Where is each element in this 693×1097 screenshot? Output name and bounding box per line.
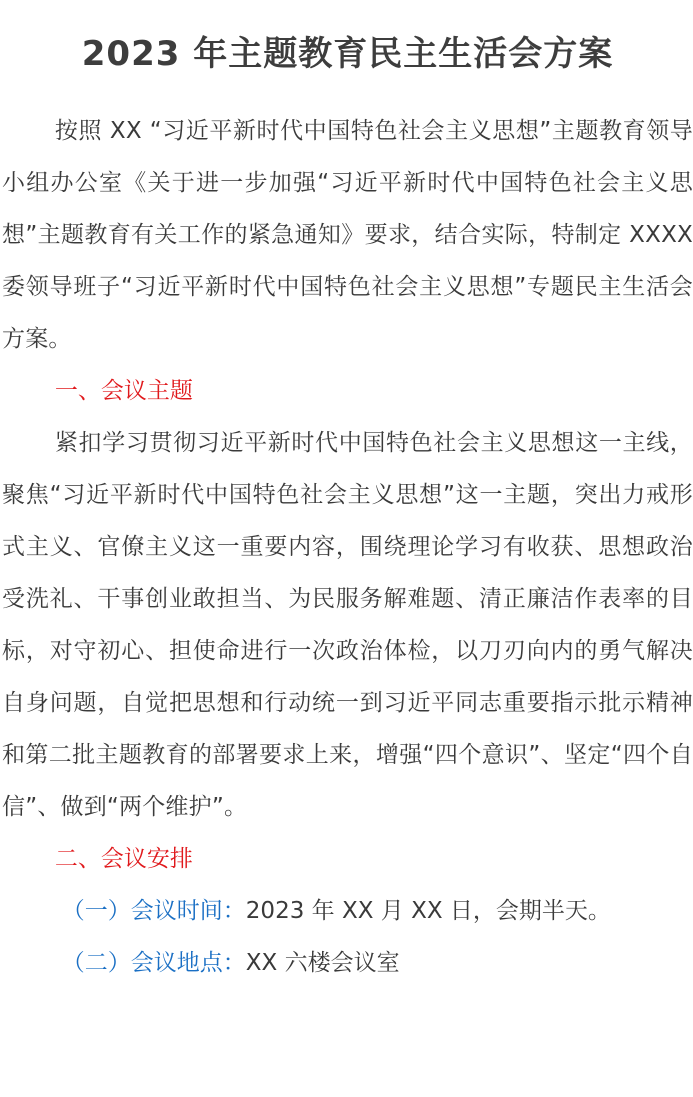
meeting-time-value: 2023 年 XX 月 XX 日，会期半天。 [245,898,611,924]
intro-paragraph: 按照 XX “习近平新时代中国特色社会主义思想”主题教育领导小组办公室《关于进一步加强“习近平新时代中国特色社会主义思想”主题教育有关工作的紧急通知》要求，结合实际，特制定 XXXX 委领导班子“习近平新时代中国特色社会主义思想”专题民主生活会方案。 [2,118,693,352]
meeting-place-label: （二）会议地点： [61,950,246,976]
document-body [2,105,693,989]
section-theme-paragraph: 紧扣学习贯彻习近平新时代中国特色社会主义思想这一主线，聚焦“习近平新时代中国特色社会主义思想”这一主题，突出力戒形式主义、官僚主义这一重要内容，围绕理论学习有收获、思想政治受洗礼、干事创业敢担当、为民服务解难题、清正廉洁作表率的目标，对守初心、担使命进行一次政治体检，以刀刃向内的勇气解决自身问题，自觉把思想和行动统一到习近平同志重要指示批示精神和第二批主题教育的部署要求上来，增强“四个意识”、坚定“四个自信”、做到“两个维护”。 [2,430,693,820]
meeting-time-line [2,885,693,937]
meeting-place-value: XX 六楼会议室 [245,950,400,976]
document-title: 2023 年主题教育民主生活会方案 [81,34,614,74]
section-heading-theme: 一、会议主题 [54,378,193,404]
section-heading-arrangement: 二、会议安排 [54,846,193,872]
meeting-place-line [2,937,693,989]
meeting-time-label: （一）会议时间： [61,898,246,924]
